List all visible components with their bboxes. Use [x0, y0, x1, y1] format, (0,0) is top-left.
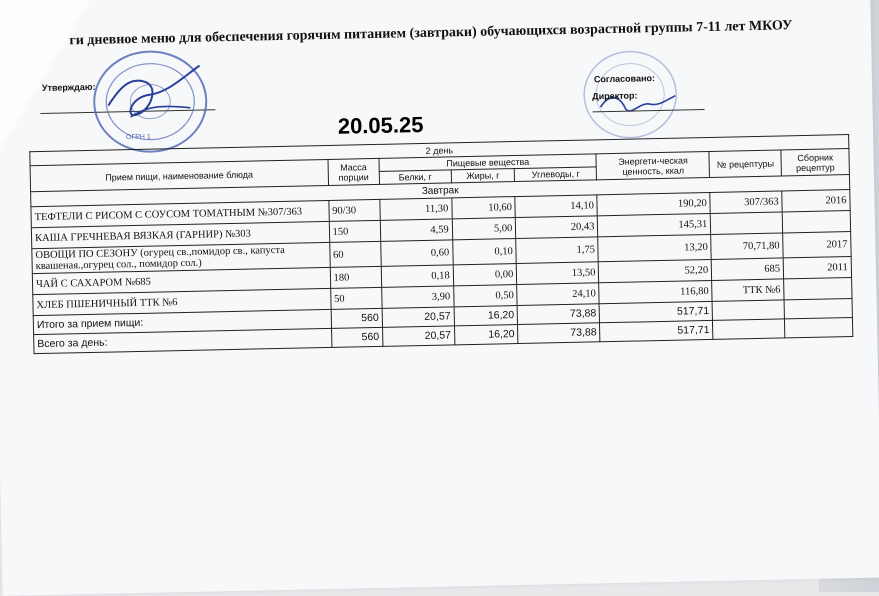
director-label: Директор: [592, 90, 638, 102]
dish-mass: 50 [330, 287, 382, 309]
dish-carbs: 24,10 [517, 283, 600, 306]
dish-carbs: 20,43 [516, 216, 599, 239]
dish-collection [784, 278, 852, 300]
dish-carbs: 13,50 [517, 262, 600, 285]
dish-carbs: 14,10 [515, 195, 598, 218]
dish-collection [782, 211, 850, 233]
dish-name: ХЛЕБ ПШЕНИЧНЫЙ ТТК №6 [33, 288, 331, 315]
day-total-protein: 20,57 [382, 326, 454, 347]
col-carbs: Углеводы, г [515, 167, 597, 182]
approved-label: Утверждаю: [41, 81, 96, 93]
meal-total-protein: 20,57 [382, 307, 454, 328]
meal-total-energy: 517,71 [600, 301, 713, 322]
col-collection: Сборник рецептур [781, 149, 849, 176]
agreed-label: Согласовано: [593, 73, 656, 85]
dish-mass: 150 [329, 220, 381, 242]
dish-recipe: 685 [712, 258, 784, 280]
dish-recipe [711, 212, 783, 234]
dish-recipe: 307/363 [710, 191, 782, 213]
col-fat: Жиры, г [451, 169, 515, 183]
dish-protein: 11,30 [380, 198, 452, 220]
day-total-recipe [713, 319, 785, 340]
day-total-label: Всего за день: [34, 328, 332, 353]
school-stamp [89, 45, 211, 157]
meal-total-mass: 560 [331, 308, 383, 328]
dish-fat: 5,00 [452, 218, 516, 240]
dish-collection: 2016 [782, 190, 850, 212]
dish-fat: 0,00 [453, 264, 517, 286]
dish-name: ОВОЩИ ПО СЕЗОНУ (огурец св.,помидор св., капуста квашеная.,огурец сол., помидор сол.) [32, 242, 330, 273]
dish-energy: 145,31 [598, 213, 711, 236]
dish-mass: 90/30 [328, 199, 380, 221]
day-total-energy: 517,71 [600, 320, 713, 341]
dish-fat: 0,50 [453, 285, 517, 307]
dish-protein: 0,18 [381, 265, 453, 287]
dish-collection: 2011 [783, 257, 851, 279]
meal-total-recipe [712, 300, 784, 321]
col-energy: Энергети-ческая ценность, ккал [596, 151, 709, 179]
meal-total-label: Итого за прием пищи: [33, 309, 331, 334]
col-nutrients: Пищевые вещества [379, 154, 597, 172]
page-fold-corner [0, 0, 90, 150]
dish-energy: 116,80 [599, 280, 712, 303]
day-total-carbs: 73,88 [518, 323, 600, 344]
dish-carbs: 1,75 [516, 237, 599, 264]
dish-mass: 180 [330, 266, 382, 288]
dish-energy: 190,20 [597, 192, 710, 215]
col-protein: Белки, г [379, 170, 451, 185]
dish-fat: 0,10 [452, 239, 516, 265]
dish-collection: 2017 [783, 232, 851, 258]
dish-name: ТЕФТЕЛИ С РИСОМ С СОУСОМ ТОМАТНЫМ №307/363 [31, 200, 329, 227]
dish-protein: 4,59 [380, 219, 452, 241]
col-mass: Масса порции [328, 158, 380, 185]
meal-section-label: Завтрак [31, 175, 850, 207]
day-total-fat: 16,20 [454, 325, 518, 345]
meal-total-collection [784, 299, 852, 319]
page-title: ги дневное меню для обеспечения горячим питанием (завтраки) обучающихся возрастной группы 7-11 лет МКОУ [69, 18, 793, 49]
dish-mass: 60 [329, 241, 381, 267]
day-total-mass: 560 [331, 327, 383, 347]
col-meal-name: Прием пищи, наименование блюда [30, 159, 328, 191]
dish-protein: 0,60 [381, 240, 453, 266]
dish-energy: 13,20 [598, 234, 711, 261]
dish-name: КАША ГРЕЧНЕВАЯ ВЯЗКАЯ (ГАРНИР) №303 [31, 221, 329, 248]
menu-table [29, 134, 853, 354]
menu-date: 20.05.25 [337, 111, 424, 139]
stamp-text: ОГРН 1 [125, 133, 151, 142]
dish-name: ЧАЙ С САХАРОМ №685 [32, 267, 330, 294]
dish-recipe: 70,71,80 [711, 233, 783, 259]
col-recipe: № рецептуры [709, 150, 781, 177]
meal-total-carbs: 73,88 [517, 304, 599, 325]
dish-protein: 3,90 [382, 286, 454, 308]
dish-energy: 52,20 [599, 259, 712, 282]
day-label: 2 день [30, 135, 849, 166]
meal-total-fat: 16,20 [454, 306, 518, 326]
day-total-collection [785, 318, 853, 338]
dish-recipe: ТТК №6 [712, 279, 784, 301]
dish-fat: 10,60 [452, 197, 516, 219]
